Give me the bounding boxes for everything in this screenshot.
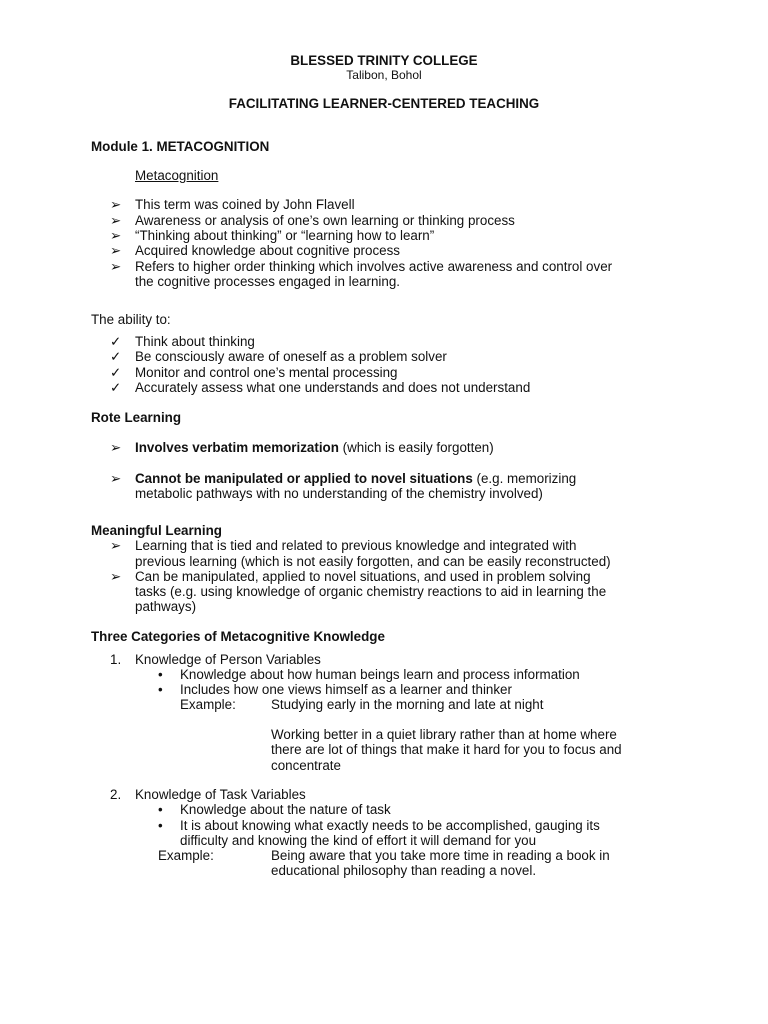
list-item-continuation: the cognitive processes engaged in learning. — [135, 274, 401, 289]
list-item: It is about knowing what exactly needs to be accomplished, gauging its — [180, 818, 600, 833]
list-item-rest: (which is easily forgotten) — [338, 440, 494, 455]
list-item-continuation: previous learning (which is not easily forgotten, and can be easily reconstructed) — [135, 554, 611, 569]
list-item: Learning that is tied and related to previous knowledge and integrated with — [135, 538, 577, 553]
example-text: Working better in a quiet library rather than at home where — [271, 727, 617, 742]
module-title: Module 1. METACOGNITION — [91, 139, 270, 154]
list-item: Can be manipulated, applied to novel situations, and used in problem solving — [135, 569, 591, 584]
example-text: Studying early in the morning and late at night — [271, 697, 544, 712]
arrow-bullet-icon: ➢ — [110, 538, 122, 553]
list-item: Accurately assess what one understands and does not understand — [135, 380, 531, 395]
list-item: This term was coined by John Flavell — [135, 197, 355, 212]
arrow-bullet-icon: ➢ — [110, 471, 122, 486]
list-item-continuation: metabolic pathways with no understanding of the chemistry involved) — [135, 486, 543, 501]
list-item-continuation: difficulty and knowing the kind of effort it will demand for you — [180, 833, 537, 848]
arrow-bullet-icon: ➢ — [110, 259, 122, 274]
list-item: Knowledge about the nature of task — [180, 802, 391, 817]
example-text: Being aware that you take more time in reading a book in — [271, 848, 610, 863]
list-item: Includes how one views himself as a learner and thinker — [180, 682, 512, 697]
arrow-bullet-icon: ➢ — [110, 197, 122, 212]
list-item: “Thinking about thinking” or “learning how to learn” — [135, 228, 435, 243]
check-icon: ✓ — [110, 349, 122, 364]
meaningful-heading: Meaningful Learning — [91, 523, 222, 538]
list-item — [135, 471, 576, 487]
list-item-continuation: tasks (e.g. using knowledge of organic chemistry reactions to aid in learning the — [135, 584, 607, 599]
example-text: educational philosophy than reading a novel. — [271, 863, 537, 878]
college-location: Talibon, Bohol — [346, 68, 422, 82]
example-text: concentrate — [271, 758, 341, 773]
list-item: Acquired knowledge about cognitive process — [135, 243, 401, 258]
check-icon: ✓ — [110, 334, 122, 349]
list-item: Be consciously aware of oneself as a problem solver — [135, 349, 447, 364]
college-name: BLESSED TRINITY COLLEGE — [290, 53, 478, 68]
emphasis: Involves verbatim memorization — [135, 440, 339, 455]
bullet-icon: • — [158, 802, 163, 817]
arrow-bullet-icon: ➢ — [110, 569, 122, 584]
list-number: 2. — [110, 787, 122, 802]
arrow-bullet-icon: ➢ — [110, 228, 122, 243]
ability-intro: The ability to: — [91, 312, 171, 327]
section-subtitle: Metacognition — [135, 168, 219, 183]
categories-heading: Three Categories of Metacognitive Knowledge — [91, 629, 385, 644]
emphasis: Cannot be manipulated or applied to novel situations — [135, 471, 473, 486]
arrow-bullet-icon: ➢ — [110, 440, 122, 455]
list-item — [135, 440, 494, 456]
check-icon: ✓ — [110, 365, 122, 380]
list-item-rest: (e.g. memorizing — [472, 471, 577, 486]
arrow-bullet-icon: ➢ — [110, 243, 122, 258]
list-item: Think about thinking — [135, 334, 255, 349]
course-title: FACILITATING LEARNER-CENTERED TEACHING — [228, 96, 540, 111]
bullet-icon: • — [158, 667, 163, 682]
list-item: Knowledge about how human beings learn and process information — [180, 667, 580, 682]
rote-heading: Rote Learning — [91, 410, 182, 425]
category-title: Knowledge of Person Variables — [135, 652, 321, 667]
example-label: Example: — [158, 848, 214, 863]
list-item-continuation: pathways) — [135, 599, 197, 614]
example-text: there are lot of things that make it hard for you to focus and — [271, 742, 622, 757]
check-icon: ✓ — [110, 380, 122, 395]
list-number: 1. — [110, 652, 122, 667]
example-label: Example: — [180, 697, 236, 712]
list-item: Awareness or analysis of one’s own learning or thinking process — [135, 213, 515, 228]
list-item: Monitor and control one’s mental processing — [135, 365, 398, 380]
category-title: Knowledge of Task Variables — [135, 787, 306, 802]
list-item: Refers to higher order thinking which involves active awareness and control over — [135, 259, 613, 274]
bullet-icon: • — [158, 682, 163, 697]
bullet-icon: • — [158, 818, 163, 833]
arrow-bullet-icon: ➢ — [110, 213, 122, 228]
